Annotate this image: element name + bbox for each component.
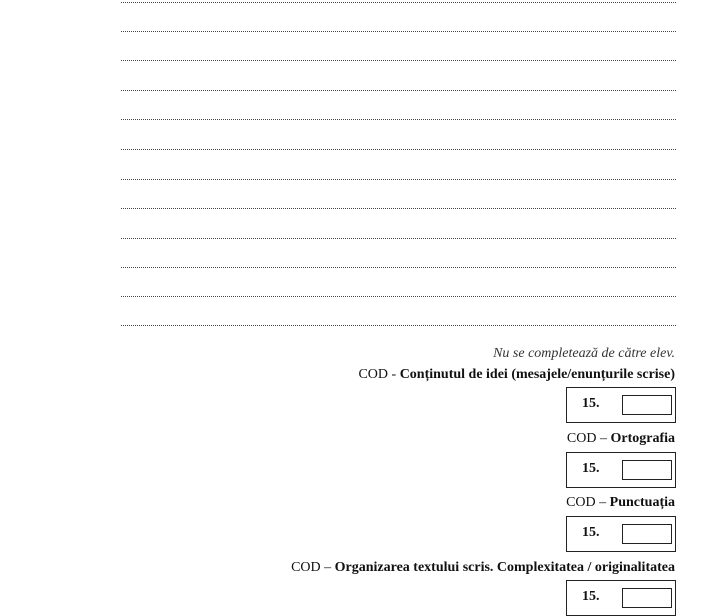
cod-prefix: COD [566, 431, 597, 446]
cod-prefix: COD [291, 560, 321, 575]
cod-prefix: COD [566, 495, 596, 510]
cod-separator: – [320, 560, 335, 575]
answer-line[interactable] [121, 149, 676, 150]
score-box-spelling [566, 452, 676, 488]
answer-line[interactable] [121, 90, 676, 91]
item-number: 15. [582, 525, 600, 540]
criterion-title: Ortografia [610, 431, 675, 446]
answer-line[interactable] [121, 238, 676, 239]
cod-label-organization [291, 560, 675, 576]
cod-separator: - [388, 367, 400, 382]
answer-line[interactable] [121, 2, 676, 3]
answer-line[interactable] [121, 208, 676, 209]
item-number: 15. [582, 461, 600, 476]
answer-line[interactable] [121, 119, 676, 120]
cod-label-spelling [567, 431, 675, 447]
score-box-organization [566, 580, 676, 616]
answer-line[interactable] [121, 267, 676, 268]
criterion-title: Conținutul de idei (mesajele/enunțurile scrise) [399, 367, 675, 382]
criterion-title: Punctuația [609, 495, 675, 510]
score-input[interactable] [622, 395, 672, 415]
answer-line[interactable] [121, 296, 676, 297]
score-input[interactable] [622, 460, 672, 480]
criterion-title: Organizarea textului scris. Complexitatea / originalitatea [334, 560, 675, 575]
cod-separator: – [596, 431, 611, 446]
answer-line[interactable] [121, 31, 676, 32]
score-box-content [566, 387, 676, 423]
cod-label-punctuation [566, 495, 675, 511]
score-box-punctuation [566, 516, 676, 552]
score-input[interactable] [622, 588, 672, 608]
cod-separator: – [595, 495, 610, 510]
grading-note: Nu se completează de către elev. [493, 346, 675, 361]
answer-line[interactable] [121, 60, 676, 61]
cod-prefix: COD [358, 367, 389, 382]
item-number: 15. [582, 589, 600, 604]
answer-line[interactable] [121, 179, 676, 180]
item-number: 15. [582, 396, 600, 411]
answer-line[interactable] [121, 325, 676, 326]
score-input[interactable] [622, 524, 672, 544]
cod-label-content [358, 367, 675, 383]
